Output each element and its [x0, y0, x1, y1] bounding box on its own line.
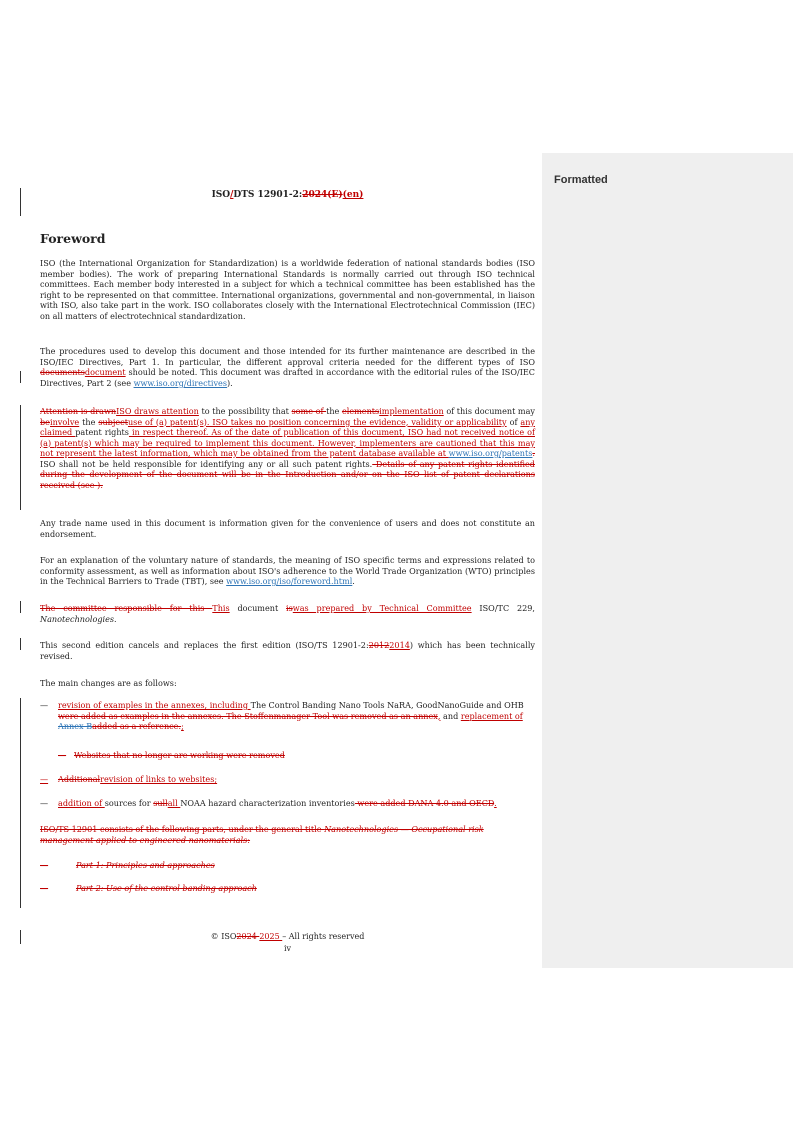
list-dash: — [40, 700, 49, 710]
foreword-link[interactable]: www.iso.org/iso/foreword.html [226, 576, 353, 586]
annex-b-link[interactable]: Annex B [58, 721, 93, 731]
paragraph-edition: This second edition cancels and replaces the first edition (ISO/TS 12901-2:20122014) which has been technically revised. [40, 640, 535, 661]
change-bar [20, 405, 21, 510]
paragraph-voluntary-nature: For an explanation of the voluntary nature of standards, the meaning of ISO specific terms and expressions related to conformity assessment, as well as information about ISO's adherence to the World Trade Organization (WTO) principles in the Technical Barriers to Trade (TBT), see www.iso.org/iso/foreword.html. [40, 555, 535, 586]
page-number: iv [283, 944, 292, 953]
list-item-links: Additionalrevision of links to websites; [58, 774, 218, 784]
footer-copyright: © ISO2024 2025 – All rights reserved [210, 932, 365, 941]
paragraph-iso-federation: ISO (the International Organization for Standardization) is a worldwide federation of national standards bodies (ISO member bodies). The work of preparing International Standards is normally carried out through ISO technical committees. Each member body interested in a subject for which a technical committee has been established has the right to be represented on that committee. International organizations, governmental and non-governmental, in liaison with ISO, also take part in the work. ISO collaborates closely with the International Electrotechnical Commission (IEC) on all matters of electrotechnical standardization. [40, 258, 535, 321]
change-bar [20, 188, 21, 216]
paragraph-committee: The committee responsible for this This document iswas prepared by Technical Committee ISO/TC 229, Nanotechnologies. [40, 603, 535, 624]
list-item-annex-examples: revision of examples in the annexes, including The Control Banding Nano Tools NaRA, GoodNanoGuide and OHB were added as examples in the annexes. The Stoffenmanager Tool was removed as an annex, and replacement of Annex Badded as a reference.; [58, 700, 524, 731]
paragraph-parts-deleted: ISO/TS 12901 consists of the following parts, under the general title Nanotechnologies — Occupational risk management applied to engineered nanomaterials: [40, 824, 484, 845]
list-item-noaa: addition of sources for sullall NOAA hazard characterization inventories were added DANA 4.0 and OECD. [58, 798, 497, 808]
paragraph-trade-name: Any trade name used in this document is information given for the convenience of users and does not constitute an endorsement. [40, 518, 535, 539]
change-bar [20, 371, 21, 383]
patents-link[interactable]: www.iso.org/patents [448, 448, 533, 458]
document-header: ISO/DTS 12901-2:2024(E)(en) [211, 190, 364, 200]
list-dash: — [40, 860, 49, 870]
part-1-item: Part 1: Principles and approaches [76, 860, 215, 870]
list-dash: — [40, 774, 49, 784]
paragraph-main-changes: The main changes are as follows: [40, 678, 177, 688]
comment-label: Formatted [554, 174, 608, 186]
change-bar [20, 698, 21, 908]
paragraph-patents: Attention is drawnISO draws attention to the possibility that some of the elementsimplementation of this document may beinvolve the subjectuse of (a) patent(s). ISO takes no position concerning the evidence, validity or applicability of any claimed patent rights in respect thereof. As of the date of publication of this document, ISO had not received notice of (a) patent(s) which may be required to implement this document. However, implementers are cautioned that this may not represent the latest information, which may be obtained from the patent database available at www.iso.org/patents. ISO shall not be held responsible for identifying any or all such patent rights. Details of any patent rights identified during the development of the document will be in the Introduction and/or on the ISO list of patent declarations received (see ). [40, 406, 536, 490]
directives-link[interactable]: www.iso.org/directives [133, 377, 227, 388]
change-bar [20, 601, 21, 613]
list-item-websites: Websites that no longer are working were removed [74, 750, 285, 760]
comment-pane[interactable] [542, 153, 793, 968]
part-2-item: Part 2: Use of the control banding approach [76, 883, 257, 893]
list-dash: — [40, 883, 49, 893]
change-bar [20, 930, 21, 944]
paragraph-procedures: The procedures used to develop this document and those intended for its further maintenance are described in the ISO/IEC Directives, Part 1. In particular, the different approval criteria needed for the different types of ISO documentsdocument should be noted. This document was drafted in accordance with the editorial rules of the ISO/IEC Directives, Part 2 (see www.iso.org/directives). [40, 346, 535, 388]
list-dash: — [58, 750, 67, 760]
foreword-heading: Foreword [40, 231, 106, 246]
change-bar [20, 638, 21, 650]
list-dash: — [40, 798, 49, 808]
